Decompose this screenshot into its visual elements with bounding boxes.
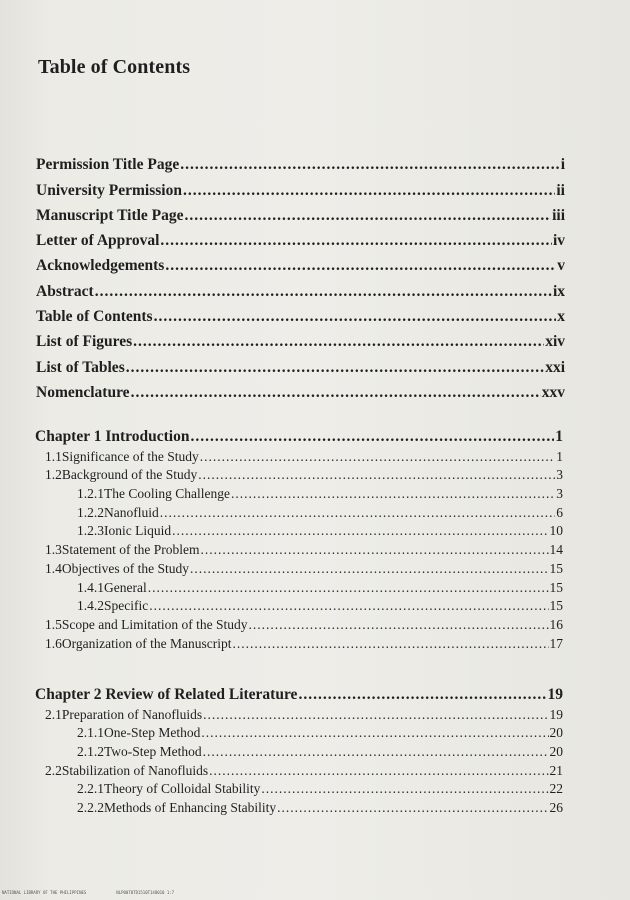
toc-entry[interactable]: List of Figures ..... xiv (36, 326, 565, 351)
toc-entry[interactable]: 1.6 Organization of the Manuscript ..... 17 (35, 633, 563, 652)
toc-entry[interactable]: 1.4 Objectives of the Study ..... 15 (35, 558, 563, 577)
toc-entry[interactable]: 1.3 Statement of the Problem ..... 14 (35, 539, 563, 558)
toc-entry[interactable]: Permission Title Page ..... i (36, 149, 565, 174)
toc-entry[interactable]: 1.4.1 General ..... 15 (35, 577, 563, 596)
toc-entry[interactable]: List of Tables ..... xxi (36, 351, 565, 376)
chapter-heading[interactable]: Chapter 1 Introduction ..... 1 (35, 422, 563, 446)
toc-entry[interactable]: 2.2.1 Theory of Colloidal Stability ..... 22 (35, 779, 563, 798)
toc-entry[interactable]: 1.4.2 Specific ..... 15 (35, 596, 563, 615)
toc-entry[interactable]: Acknowledgements ..... v (36, 250, 565, 275)
toc-entry[interactable]: Abstract ..... ix (36, 275, 565, 300)
toc-entry[interactable]: Manuscript Title Page ..... iii (36, 200, 565, 225)
toc-entry[interactable]: Nomenclature ..... xxv (36, 377, 565, 402)
toc-entry[interactable]: 2.2.2 Methods of Enhancing Stability ..... 26 (35, 797, 563, 816)
toc-entry[interactable]: Letter of Approval ..... iv (36, 225, 565, 250)
toc-entry[interactable]: 2.1 Preparation of Nanofluids ..... 19 (35, 704, 563, 723)
toc-entry[interactable]: 1.2 Background of the Study ..... 3 (35, 465, 563, 484)
toc-entry[interactable]: 1.2.1 The Cooling Challenge ..... 3 (35, 483, 563, 502)
toc-entry[interactable]: 2.1.1 One-Step Method ..... 20 (35, 723, 563, 742)
scan-footer: NATIONAL LIBRARY OF THE PHILIPPINES NLP00T0TD1510T148010 1:7 (2, 890, 175, 895)
toc-entry[interactable]: 1.1 Significance of the Study ..... 1 (35, 446, 563, 465)
chapter-1-block (35, 422, 563, 652)
front-matter-list (36, 149, 565, 402)
toc-entry[interactable]: Table of Contents ..... x (36, 301, 565, 326)
toc-entry[interactable]: 2.1.2 Two-Step Method ..... 20 (35, 741, 563, 760)
toc-entry[interactable]: 1.2.2 Nanofluid ..... 6 (35, 502, 563, 521)
toc-entry[interactable]: University Permission ..... ii (36, 174, 565, 199)
toc-entry[interactable]: 1.2.3 Ionic Liquid ..... 10 (35, 521, 563, 540)
toc-entry[interactable]: 2.2 Stabilization of Nanofluids ..... 21 (35, 760, 563, 779)
chapter-heading[interactable]: Chapter 2 Review of Related Literature ..... 19 (35, 680, 563, 704)
page-title: Table of Contents (38, 56, 191, 78)
chapter-2-block (35, 680, 563, 816)
toc-entry[interactable]: 1.5 Scope and Limitation of the Study ..... 16 (35, 614, 563, 633)
